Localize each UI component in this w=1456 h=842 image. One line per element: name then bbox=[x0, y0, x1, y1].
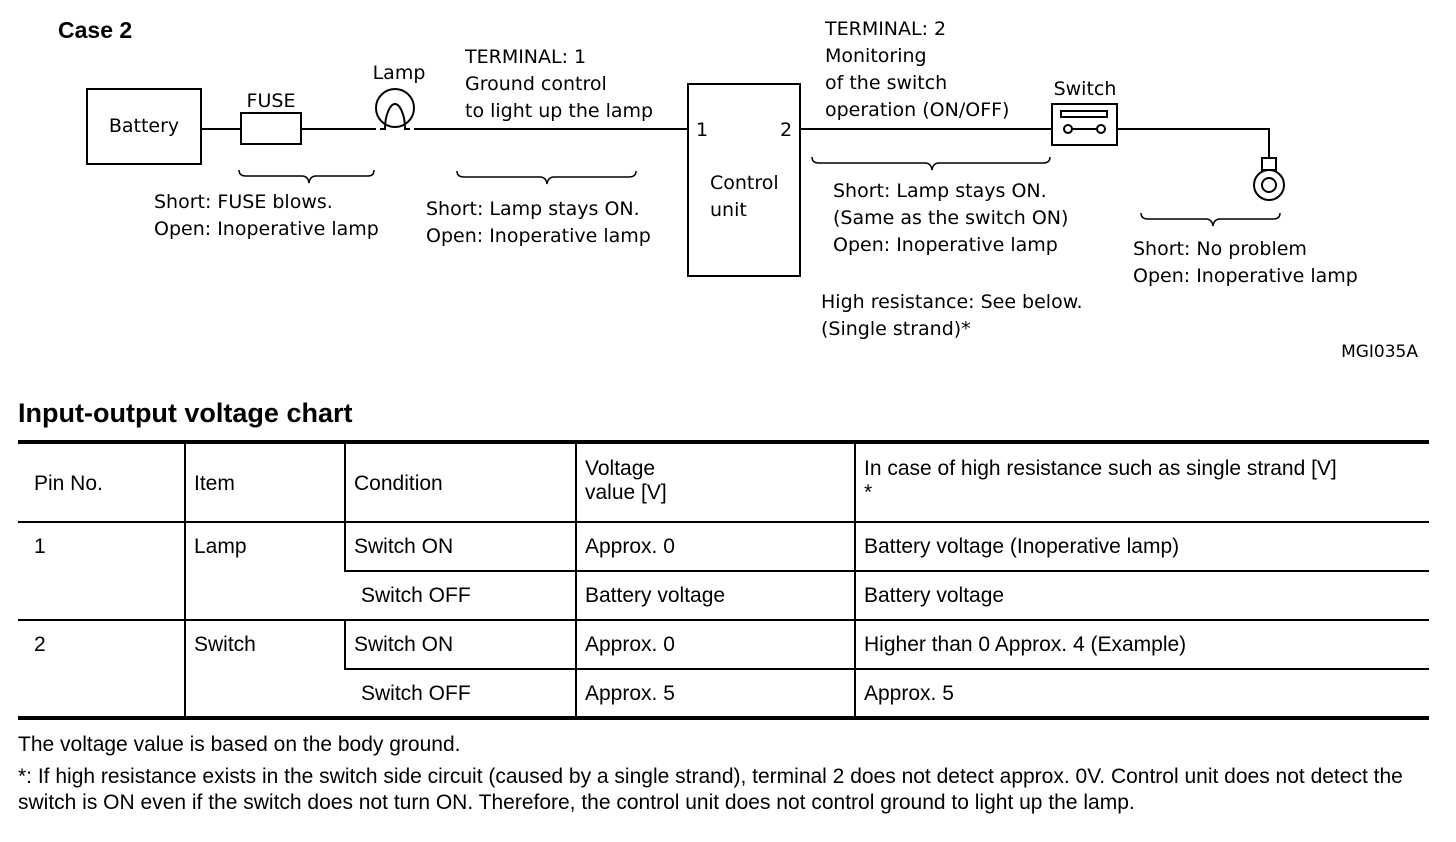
header-voltage-line1: Voltage bbox=[585, 457, 656, 480]
high-resistance-note: High resistance: See below. bbox=[821, 291, 1083, 313]
brace-terminal-1 bbox=[457, 171, 636, 184]
brace-ground bbox=[1141, 213, 1280, 226]
ground-terminal-icon bbox=[1254, 158, 1284, 200]
lamp-icon bbox=[376, 89, 414, 129]
high-resistance-cell: Battery voltage bbox=[855, 571, 1429, 620]
fuse-label: FUSE bbox=[246, 90, 296, 112]
pin-2-label: 2 bbox=[779, 119, 793, 141]
high-resistance-cell: Battery voltage (Inoperative lamp) bbox=[855, 522, 1429, 571]
condition-cell: Switch OFF bbox=[345, 669, 576, 718]
terminal-2-note-same: (Same as the switch ON) bbox=[833, 207, 1069, 229]
fuse-note-open: Open: Inoperative lamp bbox=[154, 218, 379, 240]
terminal-1-line1: TERMINAL: 1 bbox=[465, 46, 587, 68]
battery-label: Battery bbox=[108, 115, 180, 137]
header-voltage-line2: value [V] bbox=[585, 481, 667, 504]
fuse-icon bbox=[241, 113, 301, 144]
header-voltage bbox=[576, 442, 855, 522]
header-condition: Condition bbox=[345, 442, 576, 522]
single-strand-note: (Single strand)* bbox=[821, 318, 971, 340]
header-high-resistance bbox=[855, 442, 1429, 522]
terminal-2-line3: of the switch bbox=[825, 72, 948, 94]
terminal-2-line4: operation (ON/OFF) bbox=[825, 99, 1010, 121]
body-ground-note: The voltage value is based on the body ground. bbox=[18, 733, 461, 756]
table-header-row bbox=[18, 442, 1429, 522]
condition-cell: Switch ON bbox=[345, 620, 576, 669]
terminal-2-note-short: Short: Lamp stays ON. bbox=[833, 180, 1047, 202]
high-resistance-cell: Higher than 0 Approx. 4 (Example) bbox=[855, 620, 1429, 669]
terminal-1-note-open: Open: Inoperative lamp bbox=[426, 225, 651, 247]
high-resistance-cell: Approx. 5 bbox=[855, 669, 1429, 718]
ground-note-short: Short: No problem bbox=[1133, 238, 1307, 260]
header-pin: Pin No. bbox=[18, 442, 185, 522]
item-cell: Lamp bbox=[185, 522, 345, 620]
item-cell: Switch bbox=[185, 620, 345, 718]
voltage-cell: Approx. 0 bbox=[576, 620, 855, 669]
voltage-chart-table bbox=[18, 440, 1429, 720]
circuit-diagram bbox=[0, 0, 1456, 380]
control-unit-label-line1: Control bbox=[710, 172, 779, 194]
control-unit-label-line2: unit bbox=[710, 199, 747, 221]
terminal-1-line3: to light up the lamp bbox=[465, 100, 654, 122]
wire-switch-ground bbox=[1117, 129, 1269, 158]
terminal-2-note-open: Open: Inoperative lamp bbox=[833, 234, 1058, 256]
voltage-cell: Battery voltage bbox=[576, 571, 855, 620]
fuse-note-short: Short: FUSE blows. bbox=[154, 191, 333, 213]
lamp-label: Lamp bbox=[372, 62, 426, 84]
condition-cell: Switch ON bbox=[345, 522, 576, 571]
footnote: *: If high resistance exists in the switch side circuit (caused by a single strand), terminal 2 does not detect approx. 0V. Control unit does not detect the switch is ON even if the switch does not turn ON. Therefore, the control unit does not control ground to light up the lamp. bbox=[18, 765, 1403, 814]
table-row bbox=[18, 522, 1429, 571]
table-row bbox=[18, 620, 1429, 669]
switch-icon bbox=[1052, 104, 1117, 145]
ground-note-open: Open: Inoperative lamp bbox=[1133, 265, 1358, 287]
brace-fuse bbox=[239, 170, 374, 183]
terminal-1-note-short: Short: Lamp stays ON. bbox=[426, 198, 640, 220]
voltage-cell: Approx. 0 bbox=[576, 522, 855, 571]
figure-code: MGI035A bbox=[1341, 342, 1418, 362]
terminal-2-line2: Monitoring bbox=[825, 45, 927, 67]
header-high-resistance-asterisk: * bbox=[864, 481, 873, 504]
pin-cell: 1 bbox=[18, 522, 185, 620]
case-label: Case 2 bbox=[58, 17, 133, 43]
header-high-resistance-line1: In case of high resistance such as single strand [V] bbox=[864, 457, 1337, 480]
switch-label: Switch bbox=[1053, 78, 1117, 100]
terminal-1-line2: Ground control bbox=[465, 73, 607, 95]
voltage-cell: Approx. 5 bbox=[576, 669, 855, 718]
brace-terminal-2 bbox=[812, 157, 1050, 170]
header-item: Item bbox=[185, 442, 345, 522]
terminal-2-line1: TERMINAL: 2 bbox=[825, 18, 947, 40]
pin-cell: 2 bbox=[18, 620, 185, 718]
chart-title: Input-output voltage chart bbox=[18, 398, 353, 428]
pin-1-label: 1 bbox=[695, 119, 709, 141]
condition-cell: Switch OFF bbox=[345, 571, 576, 620]
